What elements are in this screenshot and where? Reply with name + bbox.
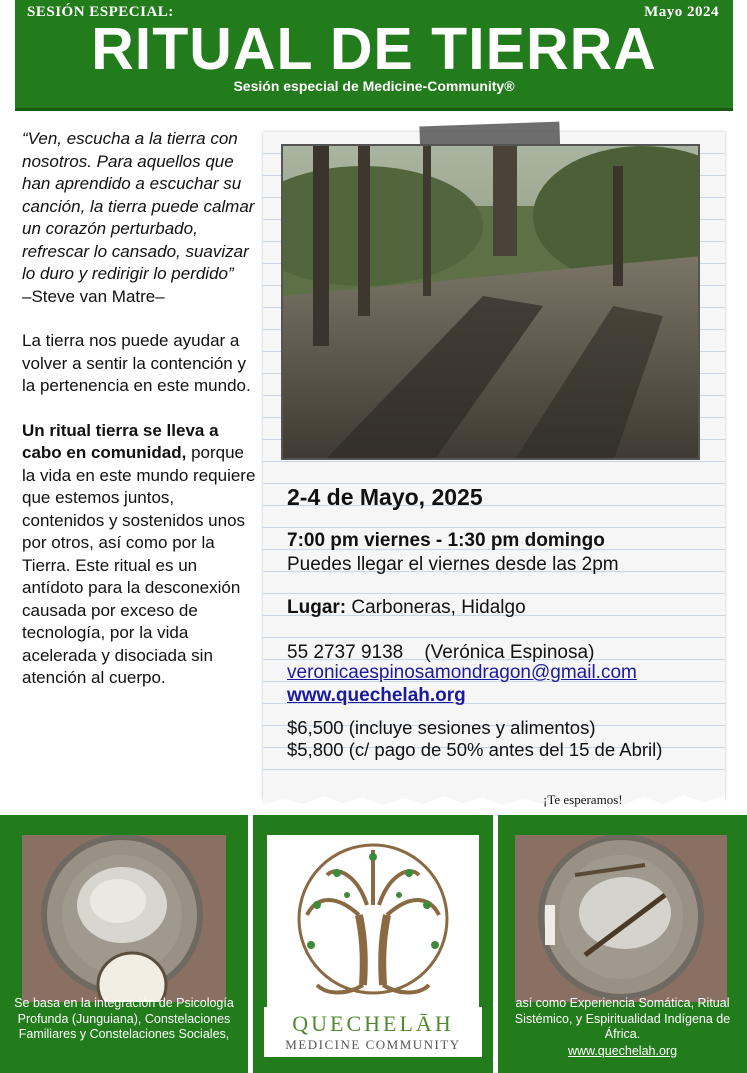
- right-panel-caption: así como Experiencia Somática, Ritual Sistémico, y Espiritualidad Indígena de África.: [514, 996, 731, 1041]
- ritual-paragraph-lead: Un ritual tierra se lleva a cabo en comunidad,: [22, 420, 219, 462]
- right-panel-website-link[interactable]: www.quechelah.org: [567, 1044, 678, 1058]
- left-text-column: [22, 128, 258, 712]
- location-label: Lugar:: [287, 597, 347, 618]
- fire-circle-illustration: [515, 835, 727, 1002]
- logo-name: QUECHELĀH: [292, 1011, 454, 1036]
- bottom-panel-center: [253, 815, 493, 1073]
- phone-number: 55 2737 9138: [287, 642, 404, 663]
- ash-circle-illustration: [22, 835, 226, 1002]
- intro-paragraph: La tierra nos puede ayudar a volver a sentir la contención y la pertenencia en este mundo.: [22, 331, 251, 395]
- quote-text: “Ven, escucha a la tierra con nosotros. Para aquellos que han aprendido a escuchar su canción, la tierra puede calmar un corazón perturbado, refrescar lo cansado, suavizar lo duro y redirigir lo perdido”: [22, 129, 255, 283]
- page-title: RITUAL DE TIERRA: [91, 16, 657, 82]
- logo-subtitle: MEDICINE COMMUNITY: [285, 1037, 461, 1052]
- event-location: [287, 597, 526, 619]
- contact-email-link[interactable]: veronicaespinosamondragon@gmail.com: [287, 662, 637, 683]
- event-time: 7:00 pm viernes - 1:30 pm domingo: [287, 530, 605, 551]
- event-date-month: de Mayo, 2025: [320, 484, 483, 510]
- website-link[interactable]: www.quechelah.org: [287, 685, 466, 706]
- ritual-paragraph: [22, 420, 258, 690]
- ritual-paragraph-body: porque la vida en este mundo requiere que estemos juntos, contenidos y sostenidos unos por otros, así como por la Tierra. Este ritual es un antídoto para la desconexión causada por exceso de tecnología, por la vida acelerada y disociada sin atención al cuerpo.: [22, 443, 256, 687]
- welcome-note: ¡Te esperamos!: [543, 792, 623, 807]
- header-label-left: SESIÓN ESPECIAL:: [27, 4, 174, 20]
- contact-phone: [287, 642, 594, 664]
- forest-photo: [281, 144, 700, 460]
- tree-of-life-icon: [267, 835, 479, 1014]
- event-date-days: 2-4: [287, 484, 321, 510]
- event-date: [287, 484, 483, 511]
- location-value: Carboneras, Hidalgo: [346, 597, 526, 618]
- quote-author: –Steve van Matre–: [22, 286, 165, 306]
- logo-wordmark: [264, 1007, 482, 1057]
- tree-logo-box: [267, 835, 479, 1014]
- left-panel-caption: Se basa en la integración de Psicología Profunda (Junguiana), Constelaciones Familiares y Constelaciones Sociales,: [14, 996, 234, 1041]
- header-banner: [15, 0, 733, 111]
- bottom-panel-left: [0, 815, 248, 1073]
- page-subtitle: Sesión especial de Medicine-Community®: [233, 78, 515, 94]
- event-arrival: Puedes llegar el viernes desde las 2pm: [287, 554, 619, 575]
- forest-illustration: [283, 146, 700, 460]
- price-discount: $5,800 (c/ pago de 50% antes del 15 de Abril): [287, 739, 663, 760]
- header-date: Mayo 2024: [644, 4, 719, 20]
- torn-paper-edge: [263, 790, 725, 812]
- bottom-panel-right: [498, 815, 747, 1073]
- price-full: $6,500 (incluye sesiones y alimentos): [287, 717, 596, 738]
- phone-contact-name: (Verónica Espinosa): [424, 642, 595, 663]
- ritual-ash-photo: [22, 835, 226, 1002]
- ritual-fire-photo: [515, 835, 727, 1002]
